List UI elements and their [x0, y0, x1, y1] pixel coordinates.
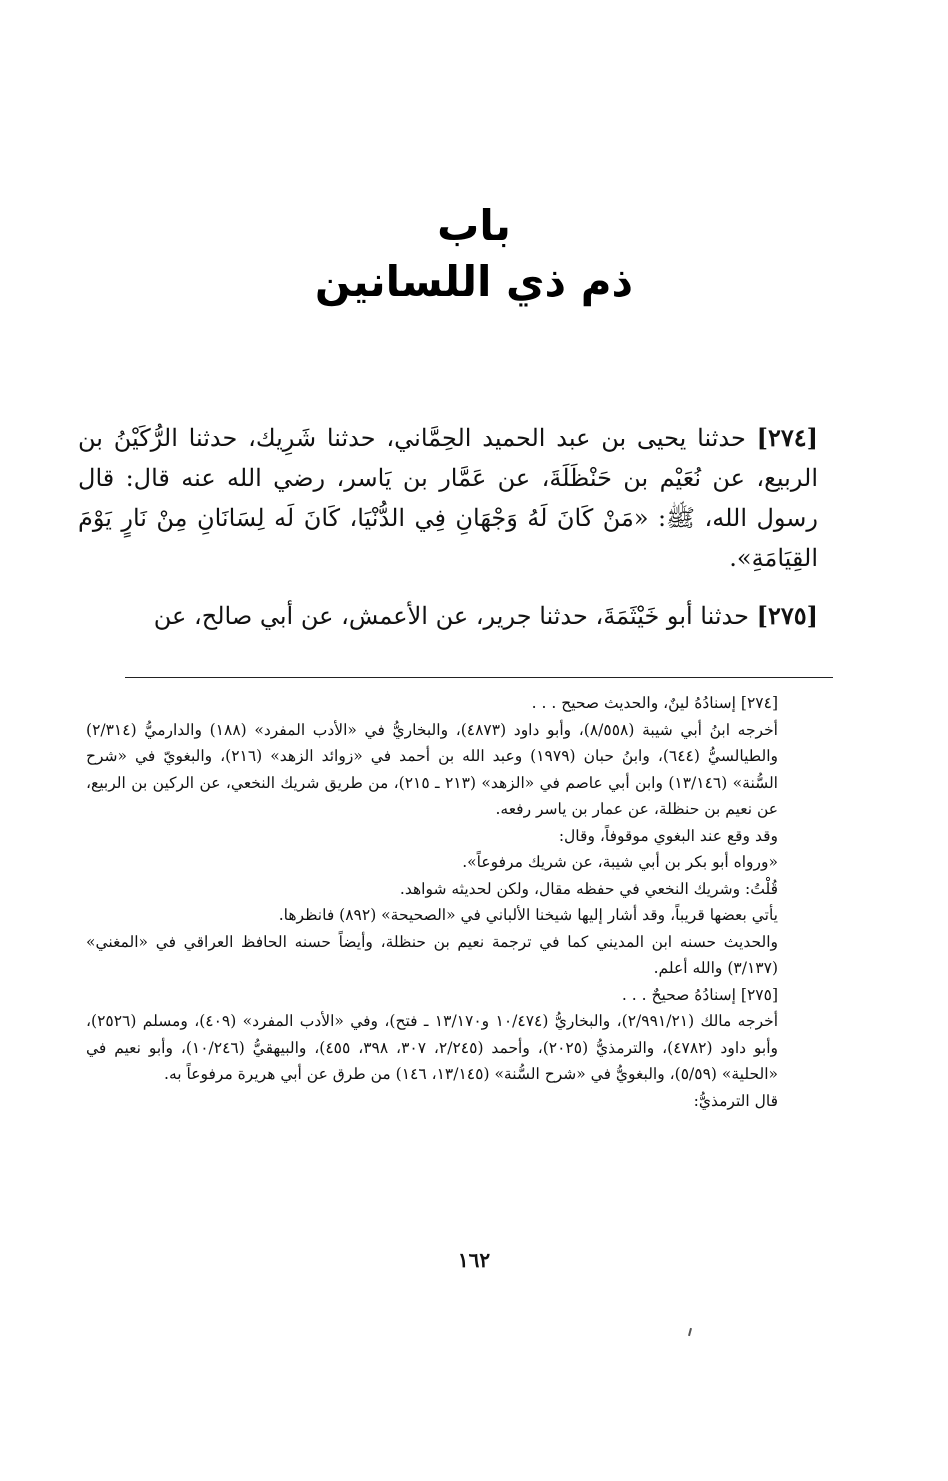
footnote-paragraph: [٢٧٤] إسنادُهُ لينٌ، والحديث صحيح . . . [531, 694, 778, 712]
hadith-text: حدثنا يحيى بن عبد الحميد الحِمَّاني، حدثنا شَرِيك، حدثنا الرُّكَيْنُ بن الربيع، عن نُعَيْم بن حَنْظَلَةَ، عن عَمَّار بن يَاسر، رضي الله عنه قال: قال رسول الله، ﷺ: «مَنْ كَانَ لَهُ وَجْهَانِ فِي الدُّنْيَا، كَانَ لَه لِسَانَانِ مِنْ نَارٍ يَوْمَ القِيَامَةِ». [78, 424, 818, 572]
footnote-paragraph: [٢٧٥] إسنادُهُ صحيحٌ . . . [621, 985, 778, 1004]
page-number: ١٦٢ [457, 1248, 491, 1272]
footnote-paragraph: وقد وقع عند البغوي موقوفاً، وقال: [558, 826, 778, 845]
footnote-separator [125, 677, 833, 678]
hadith-274 [78, 418, 818, 578]
chapter-title: ذم ذي اللسانين [314, 257, 634, 306]
footnotes [86, 690, 818, 1114]
footnote-paragraph: قُلْتُ: وشريك النخعي في حفظه مقال، ولكن لحديثه شواهد. [399, 879, 778, 898]
hadith-number: [٢٧٤] [756, 423, 818, 452]
hadith-275 [78, 596, 818, 636]
footnote-paragraph: أخرجه ابنُ أبي شيبة (٨/٥٥٨)، وأبو داود (٤٨٧٣)، والبخاريُّ في «الأدب المفرد» (١٨٨) والدارميُّ (٢/٣١٤) والطيالسيُّ (٦٤٤)، وابنُ حبان (١٩٧٩) وعبد الله بن أحمد في «زوائد الزهد» (٢١٦)، والبغويّ في «شرح السُّنة» (١٣/١٤٦) وابن أبي عاصم في «الزهد» (٢١٣ ـ ٢١٥)، من طريق شريك النخعي، عن الركين بن الربيع، عن نعيم بن حنظلة، عن عمار بن ياسر رفعه. [86, 720, 778, 818]
chapter-heading-bab: باب [437, 201, 511, 250]
scan-speck [688, 1328, 692, 1336]
footnote-paragraph: «ورواه أبو بكر بن أبي شيبة، عن شريك مرفوعاً». [462, 853, 778, 871]
footnote-paragraph: والحديث حسنه ابن المديني كما في ترجمة نعيم بن حنظلة، وأيضاً حسنه الحافظ العراقي في «المغني» (٣/١٣٧) والله أعلم. [86, 932, 778, 977]
hadith-text: حدثنا أبو خَيْثَمَةَ، حدثنا جرير، عن الأعمش، عن أبي صالح، عن [153, 602, 749, 630]
hadith-number: [٢٧٥] [756, 601, 818, 630]
footnote-paragraph: قال الترمذيُّ: [693, 1091, 778, 1110]
footnote-paragraph: أخرجه مالك (٢/٩٩١/٢١)، والبخاريُّ (١٠/٤٧٤ و١٣/١٧٠ ـ فتح)، وفي «الأدب المفرد» (٤٠٩)، ومسلم (٢٥٢٦)، وأبو داود (٤٧٨٢)، والترمذيُّ (٢٠٢٥)، وأحمد (٢/٢٤٥، ٣٠٧، ٣٩٨، ٤٥٥)، والبيهقيُّ (١٠/٢٤٦)، وأبو نعيم في «الحلية» (٥/٥٩)، والبغويُّ في «شرح السُّنة» (١٣/١٤٥، ١٤٦) من طرق عن أبي هريرة مرفوعاً به. [86, 1012, 779, 1083]
footnote-paragraph: يأتي بعضها قريباً، وقد أشار إليها شيخنا الألباني في «الصحيحة» (٨٩٢) فانظرها. [278, 906, 778, 924]
